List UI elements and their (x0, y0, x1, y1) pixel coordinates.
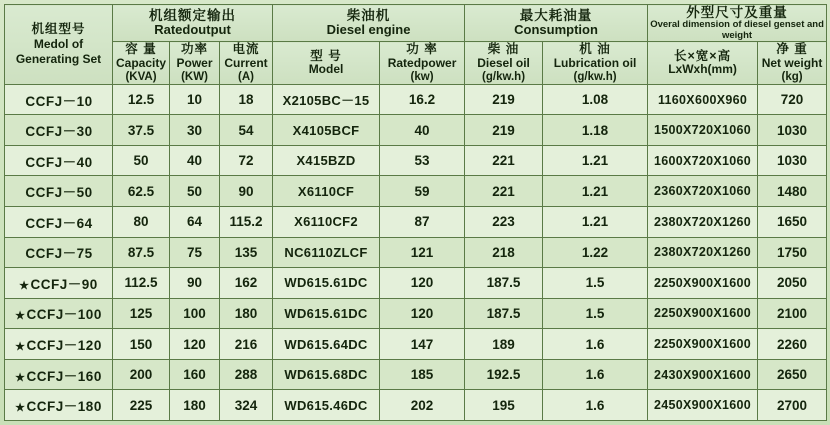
cell-current: 216 (220, 329, 273, 360)
cell-capacity: 37.5 (113, 115, 170, 146)
header-capacity-unit: (KVA) (125, 70, 157, 83)
cell-lubrication-oil: 1.6 (543, 329, 648, 360)
cell-rated-power: 120 (380, 298, 465, 329)
cell-rated-power: 53 (380, 145, 465, 176)
cell-lubrication-oil: 1.21 (543, 207, 648, 238)
table-row (5, 359, 827, 390)
cell-model (5, 329, 113, 360)
cell-diesel-oil: 219 (465, 84, 543, 115)
header-current-cn: 电流 (232, 42, 260, 57)
cell-capacity: 80 (113, 207, 170, 238)
cell-engine-model: X6110CF2 (273, 207, 380, 238)
cell-model (5, 207, 113, 238)
cell-current: 90 (220, 176, 273, 207)
table-row (5, 84, 827, 115)
cell-diesel-oil: 195 (465, 390, 543, 421)
cell-diesel-oil: 187.5 (465, 298, 543, 329)
cell-rated-power: 185 (380, 359, 465, 390)
cell-diesel-oil: 187.5 (465, 268, 543, 299)
cell-dimensions: 2380X720X1260 (648, 207, 758, 238)
table-body (5, 84, 827, 420)
table-row (5, 207, 827, 238)
cell-rated-power: 16.2 (380, 84, 465, 115)
model-text: CCFJ－180 (26, 399, 102, 415)
model-text: CCFJ－90 (30, 276, 98, 292)
header-dimensions-en: LxWxh(mm) (668, 62, 737, 77)
cell-engine-model: WD615.64DC (273, 329, 380, 360)
cell-engine-model: WD615.61DC (273, 298, 380, 329)
model-text: CCFJ－120 (26, 338, 102, 354)
cell-lubrication-oil: 1.18 (543, 115, 648, 146)
header-current (220, 42, 273, 84)
cell-dimensions: 2450X900X1600 (648, 390, 758, 421)
cell-power: 90 (170, 268, 220, 299)
cell-capacity: 62.5 (113, 176, 170, 207)
cell-current: 115.2 (220, 207, 273, 238)
header-rated-output-en: Ratedoutput (154, 22, 231, 38)
header-sub-row (5, 42, 827, 84)
cell-model (5, 84, 113, 115)
cell-rated-power: 40 (380, 115, 465, 146)
cell-model (5, 268, 113, 299)
cell-current: 72 (220, 145, 273, 176)
header-dimension-cn: 外型尺寸及重量 (686, 5, 788, 20)
cell-capacity: 12.5 (113, 84, 170, 115)
table-row (5, 115, 827, 146)
cell-engine-model: X415BZD (273, 145, 380, 176)
header-diesel-engine-group (273, 5, 465, 42)
header-capacity-cn: 容 量 (125, 42, 157, 57)
cell-model (5, 298, 113, 329)
cell-diesel-oil: 221 (465, 176, 543, 207)
header-consumption-cn: 最大耗油量 (519, 8, 593, 24)
star-icon: ★ (15, 310, 26, 323)
header-capacity (113, 42, 170, 84)
model-text: CCFJ－100 (26, 307, 102, 323)
header-power (170, 42, 220, 84)
cell-lubrication-oil: 1.08 (543, 84, 648, 115)
header-dimension-group (648, 5, 827, 42)
header-net-weight-unit: (kg) (781, 70, 803, 83)
header-diesel-oil-cn: 柴 油 (487, 42, 520, 57)
model-text: CCFJ－160 (26, 368, 102, 384)
cell-dimensions: 1600X720X1060 (648, 145, 758, 176)
cell-model (5, 115, 113, 146)
generator-spec-table (4, 4, 827, 421)
cell-model (5, 390, 113, 421)
cell-engine-model: X4105BCF (273, 115, 380, 146)
cell-dimensions: 2250X900X1600 (648, 268, 758, 299)
cell-dimensions: 1500X720X1060 (648, 115, 758, 146)
cell-power: 50 (170, 176, 220, 207)
header-lubrication-oil-cn: 机 油 (579, 42, 611, 57)
cell-rated-power: 59 (380, 176, 465, 207)
cell-power: 180 (170, 390, 220, 421)
header-dimensions (648, 42, 758, 84)
header-rated-power-cn: 功 率 (406, 42, 438, 57)
header-lubrication-oil (543, 42, 648, 84)
cell-engine-model: WD615.61DC (273, 268, 380, 299)
cell-power: 30 (170, 115, 220, 146)
header-diesel-engine-en: Diesel engine (326, 22, 411, 38)
cell-capacity: 87.5 (113, 237, 170, 268)
star-icon: ★ (15, 371, 26, 384)
cell-current: 54 (220, 115, 273, 146)
header-diesel-oil-unit: (g/kw.h) (482, 70, 526, 83)
cell-power: 160 (170, 359, 220, 390)
header-engine-model (273, 42, 380, 84)
header-model-group-cn: 机组型号 (31, 21, 86, 36)
cell-model (5, 359, 113, 390)
header-dimensions-cn: 长×宽×高 (673, 48, 732, 63)
cell-lubrication-oil: 1.6 (543, 359, 648, 390)
header-consumption-group (465, 5, 648, 42)
model-text: CCFJ－10 (25, 93, 93, 109)
table-row (5, 176, 827, 207)
cell-power: 10 (170, 84, 220, 115)
header-rated-output-group (113, 5, 273, 42)
cell-diesel-oil: 221 (465, 145, 543, 176)
header-current-unit: (A) (238, 70, 254, 83)
cell-diesel-oil: 223 (465, 207, 543, 238)
header-model-group-en: Medol of Generating Set (15, 37, 102, 67)
cell-power: 40 (170, 145, 220, 176)
cell-lubrication-oil: 1.21 (543, 145, 648, 176)
cell-net-weight: 1750 (758, 237, 827, 268)
cell-power: 64 (170, 207, 220, 238)
cell-capacity: 225 (113, 390, 170, 421)
header-engine-model-en: Model (308, 62, 344, 77)
table-row (5, 237, 827, 268)
header-lubrication-oil-unit: (g/kw.h) (573, 70, 617, 83)
cell-engine-model: NC6110ZLCF (273, 237, 380, 268)
table-row (5, 329, 827, 360)
model-text: CCFJ－40 (25, 154, 93, 170)
table-row (5, 298, 827, 329)
cell-net-weight: 2700 (758, 390, 827, 421)
header-power-en: Power (176, 55, 213, 70)
model-text: CCFJ－64 (25, 215, 93, 231)
cell-current: 162 (220, 268, 273, 299)
header-net-weight-cn: 净 重 (776, 42, 808, 57)
cell-net-weight: 720 (758, 84, 827, 115)
cell-engine-model: WD615.46DC (273, 390, 380, 421)
cell-net-weight: 2050 (758, 268, 827, 299)
header-rated-output-cn: 机组额定输出 (149, 8, 237, 24)
table-row (5, 268, 827, 299)
cell-diesel-oil: 192.5 (465, 359, 543, 390)
cell-current: 324 (220, 390, 273, 421)
header-diesel-oil-en: Diesel oil (477, 55, 530, 70)
cell-rated-power: 120 (380, 268, 465, 299)
cell-diesel-oil: 219 (465, 115, 543, 146)
cell-power: 120 (170, 329, 220, 360)
cell-capacity: 200 (113, 359, 170, 390)
cell-dimensions: 2250X900X1600 (648, 329, 758, 360)
star-icon: ★ (15, 341, 26, 354)
cell-model (5, 237, 113, 268)
cell-engine-model: X6110CF (273, 176, 380, 207)
cell-capacity: 50 (113, 145, 170, 176)
cell-lubrication-oil: 1.21 (543, 176, 648, 207)
header-diesel-oil (465, 42, 543, 84)
header-consumption-en: Consumption (514, 22, 598, 38)
header-diesel-engine-cn: 柴油机 (346, 8, 391, 24)
header-group-row (5, 5, 827, 42)
cell-capacity: 125 (113, 298, 170, 329)
header-rated-power-unit: (kw) (410, 70, 434, 83)
cell-net-weight: 1480 (758, 176, 827, 207)
header-rated-power-en: Ratedpower (387, 55, 457, 70)
cell-rated-power: 147 (380, 329, 465, 360)
star-icon: ★ (15, 402, 26, 415)
cell-power: 100 (170, 298, 220, 329)
cell-net-weight: 2650 (758, 359, 827, 390)
table-row (5, 145, 827, 176)
header-power-cn: 功率 (180, 42, 208, 57)
header-capacity-en: Capacity (115, 55, 167, 70)
header-rated-power (380, 42, 465, 84)
cell-lubrication-oil: 1.5 (543, 298, 648, 329)
cell-power: 75 (170, 237, 220, 268)
cell-diesel-oil: 218 (465, 237, 543, 268)
cell-engine-model: WD615.68DC (273, 359, 380, 390)
cell-capacity: 112.5 (113, 268, 170, 299)
cell-net-weight: 1030 (758, 145, 827, 176)
cell-dimensions: 2250X900X1600 (648, 298, 758, 329)
cell-lubrication-oil: 1.5 (543, 268, 648, 299)
cell-model (5, 145, 113, 176)
cell-capacity: 150 (113, 329, 170, 360)
header-net-weight-en: Net weight (761, 55, 823, 70)
cell-rated-power: 202 (380, 390, 465, 421)
cell-engine-model: X2105BC－15 (273, 84, 380, 115)
cell-net-weight: 1030 (758, 115, 827, 146)
header-dimension-en: Overal dimension of diesel genset and weight (650, 19, 824, 41)
cell-diesel-oil: 189 (465, 329, 543, 360)
table-header (5, 5, 827, 85)
model-text: CCFJ－75 (25, 246, 93, 262)
cell-dimensions: 2430X900X1600 (648, 359, 758, 390)
header-lubrication-oil-en: Lubrication oil (553, 55, 637, 70)
cell-net-weight: 1650 (758, 207, 827, 238)
cell-model (5, 176, 113, 207)
cell-rated-power: 121 (380, 237, 465, 268)
cell-dimensions: 2380X720X1260 (648, 237, 758, 268)
star-icon: ★ (19, 279, 30, 292)
header-engine-model-cn: 型 号 (310, 48, 342, 63)
cell-lubrication-oil: 1.22 (543, 237, 648, 268)
header-model-group (5, 5, 113, 85)
cell-current: 135 (220, 237, 273, 268)
model-text: CCFJ－50 (25, 185, 93, 201)
cell-rated-power: 87 (380, 207, 465, 238)
cell-net-weight: 2260 (758, 329, 827, 360)
header-current-en: Current (224, 55, 268, 70)
model-text: CCFJ－30 (25, 124, 93, 140)
cell-net-weight: 2100 (758, 298, 827, 329)
table-row (5, 390, 827, 421)
header-power-unit: (KW) (181, 70, 208, 83)
cell-current: 288 (220, 359, 273, 390)
cell-lubrication-oil: 1.6 (543, 390, 648, 421)
cell-current: 18 (220, 84, 273, 115)
cell-dimensions: 2360X720X1060 (648, 176, 758, 207)
cell-current: 180 (220, 298, 273, 329)
header-net-weight (758, 42, 827, 84)
cell-dimensions: 1160X600X960 (648, 84, 758, 115)
